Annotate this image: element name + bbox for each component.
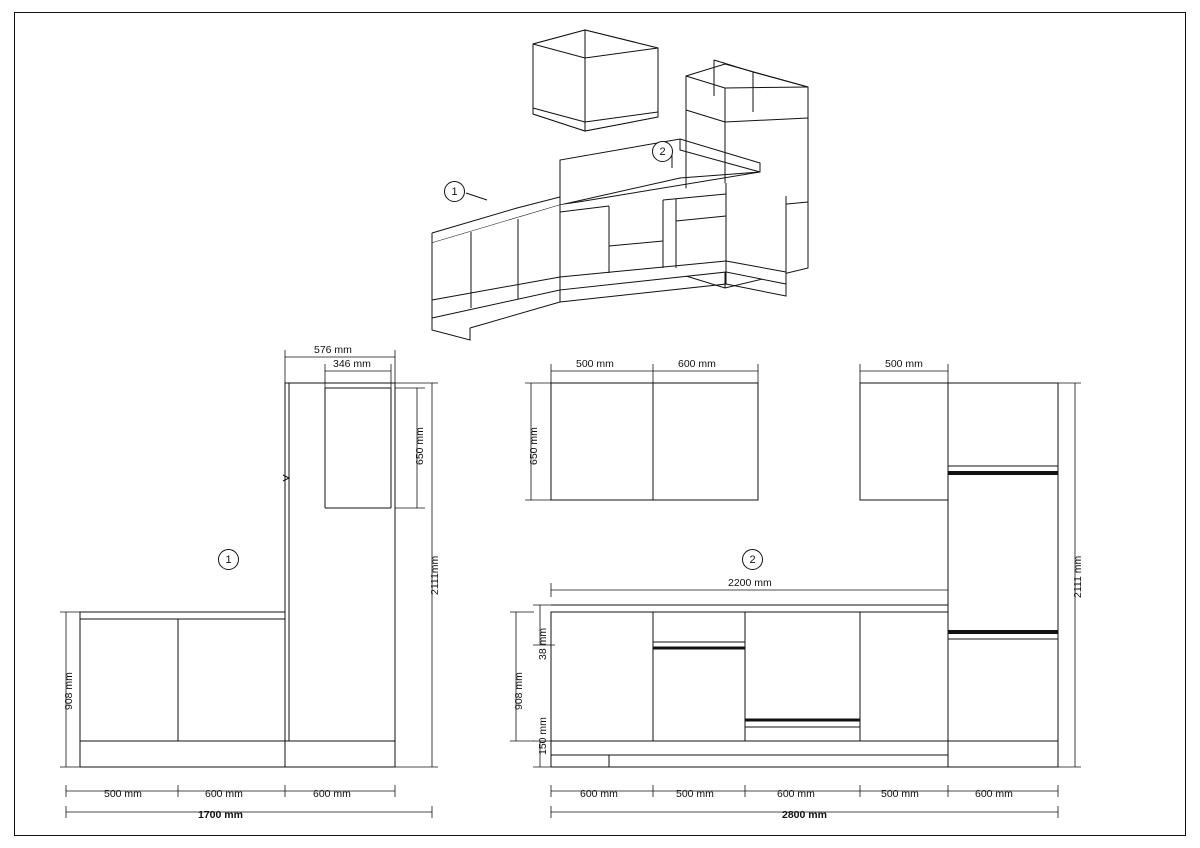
dim-908-v2: 908 mm [513, 672, 525, 710]
dim-650-v2: 650 mm [528, 427, 540, 465]
dim-2111-v1: 2111mm [429, 555, 441, 595]
dim-500-topright-v2: 500 mm [885, 358, 923, 370]
iso-wall-cabinet-left [533, 30, 658, 131]
dim-576: 576 mm [314, 344, 352, 356]
dim-908-v1: 908 mm [63, 672, 75, 710]
elev2-marker: 2 [742, 549, 763, 570]
elev2-tall-cabinet [948, 383, 1058, 767]
elev1-marker: 1 [218, 549, 239, 570]
dim-500b-v2: 500 mm [881, 788, 919, 800]
iso-marker-1: 1 [444, 181, 465, 202]
dim-total-v1: 1700 mm [198, 809, 243, 821]
dim-500-v1: 500 mm [104, 788, 142, 800]
dim-650-v1: 650 mm [414, 427, 426, 465]
dim-38-v2: 38 mm [537, 627, 549, 660]
dim-600b-v1: 600 mm [313, 788, 351, 800]
dim-150-v2: 150 mm [537, 717, 549, 755]
elev1-tall-cabinet [283, 383, 395, 767]
dim-total-v2: 2800 mm [782, 809, 827, 821]
iso-leader-lines [466, 152, 672, 200]
dim-600-top-v2: 600 mm [678, 358, 716, 370]
dim-2111-v2: 2111 mm [1072, 555, 1084, 598]
elev2-wall-cabinets [551, 383, 948, 500]
dim-500a-v2: 500 mm [676, 788, 714, 800]
iso-base-cabinets [432, 183, 786, 340]
dim-2200-worktop: 2200 mm [728, 577, 772, 589]
dim-346: 346 mm [333, 358, 371, 370]
dim-600a-v2: 600 mm [580, 788, 618, 800]
dim-600a-v1: 600 mm [205, 788, 243, 800]
dim-600c-v2: 600 mm [975, 788, 1013, 800]
dim-500-top-v2: 500 mm [576, 358, 614, 370]
dim-600b-v2: 600 mm [777, 788, 815, 800]
iso-marker-2: 2 [652, 141, 673, 162]
